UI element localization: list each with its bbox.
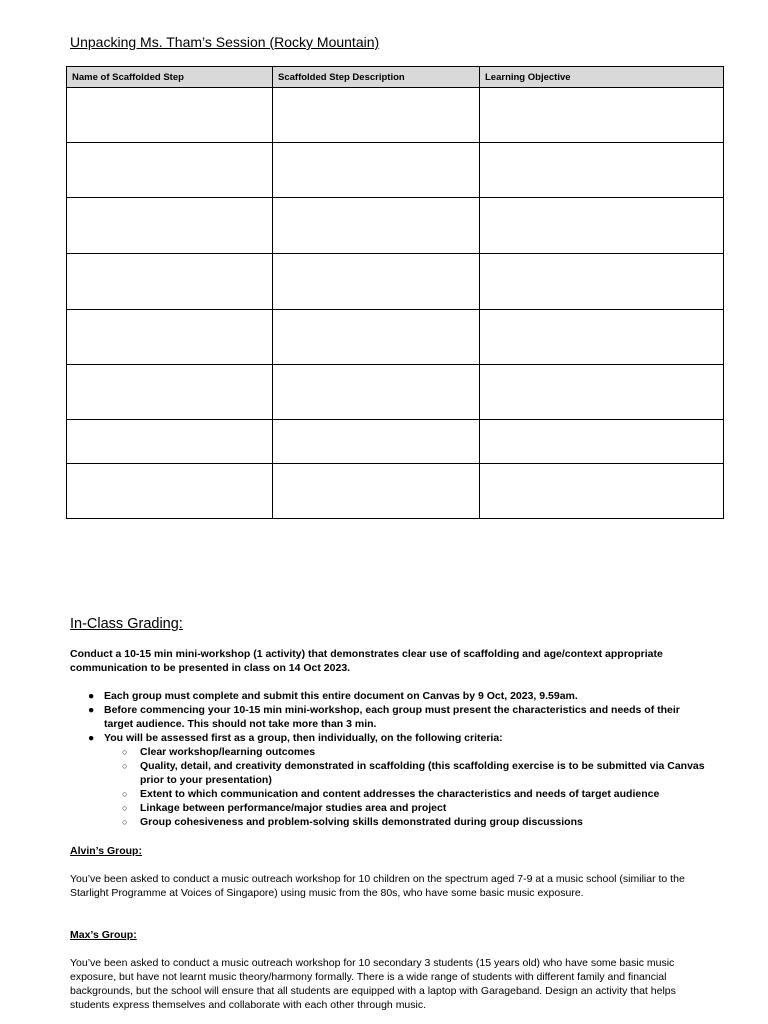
- learning-objective-cell[interactable]: [480, 365, 724, 420]
- step-name-cell[interactable]: [67, 420, 273, 464]
- grading-intro: Conduct a 10-15 min mini-workshop (1 activity) that demonstrates clear use of scaffolding and age/context appropriate communication to be presented in class on 14 Oct 2023.: [70, 648, 663, 674]
- sub-bullet-icon: ○: [122, 761, 128, 771]
- step-description-cell[interactable]: [273, 254, 480, 310]
- list-item: [70, 731, 710, 829]
- table-row: [67, 198, 724, 254]
- learning-objective-cell[interactable]: [480, 464, 724, 519]
- learning-objective-cell[interactable]: [480, 88, 724, 143]
- header-step-description: Scaffolded Step Description: [273, 67, 480, 88]
- step-description-cell[interactable]: [273, 198, 480, 254]
- bullet-text: Each group must complete and submit this entire document on Canvas by 9 Oct, 2023, 9.59am.: [104, 690, 578, 702]
- list-item: [104, 815, 710, 829]
- learning-objective-cell[interactable]: [480, 420, 724, 464]
- list-item: [70, 689, 710, 703]
- step-name-cell[interactable]: [67, 198, 273, 254]
- criteria-text: Group cohesiveness and problem-solving skills demonstrated during group discussions: [140, 816, 583, 828]
- step-description-cell[interactable]: [273, 464, 480, 519]
- sub-bullet-icon: ○: [122, 789, 128, 799]
- sub-bullet-icon: ○: [122, 817, 128, 827]
- bullet-text: Before commencing your 10-15 min mini-workshop, each group must present the characteristics and needs of their target audience. This should not take more than 3 min.: [104, 704, 680, 730]
- step-name-cell[interactable]: [67, 365, 273, 420]
- grading-heading: In-Class Grading:: [70, 616, 183, 632]
- criteria-text: Extent to which communication and content addresses the characteristics and needs of target audience: [140, 788, 660, 800]
- criteria-list: [104, 745, 710, 829]
- learning-objective-cell[interactable]: [480, 143, 724, 198]
- bullet-icon: ●: [88, 732, 95, 744]
- table-row: [67, 310, 724, 365]
- learning-objective-cell[interactable]: [480, 310, 724, 365]
- step-description-cell[interactable]: [273, 420, 480, 464]
- table-header-row: [67, 67, 724, 88]
- step-name-cell[interactable]: [67, 254, 273, 310]
- step-name-cell[interactable]: [67, 464, 273, 519]
- header-learning-objective: Learning Objective: [480, 67, 724, 88]
- bullet-icon: ●: [88, 690, 95, 702]
- table-row: [67, 88, 724, 143]
- scaffold-table: [66, 66, 724, 519]
- header-step-name: Name of Scaffolded Step: [67, 67, 273, 88]
- bullet-text: You will be assessed first as a group, then individually, on the following criteria:: [104, 732, 503, 744]
- list-item: [104, 801, 710, 815]
- criteria-text: Clear workshop/learning outcomes: [140, 746, 316, 758]
- sub-bullet-icon: ○: [122, 747, 128, 757]
- list-item: [104, 745, 710, 759]
- table-body: [67, 88, 724, 519]
- table-row: [67, 365, 724, 420]
- table-row: [67, 143, 724, 198]
- list-item: [104, 787, 710, 801]
- step-name-cell[interactable]: [67, 310, 273, 365]
- step-name-cell[interactable]: [67, 143, 273, 198]
- table-row: [67, 464, 724, 519]
- criteria-text: Quality, detail, and creativity demonstrated in scaffolding (this scaffolding exercise is to be submitted via Canvas prior to your presentation): [140, 760, 705, 786]
- requirements-list: [70, 689, 710, 829]
- list-item: [70, 703, 710, 731]
- step-description-cell[interactable]: [273, 143, 480, 198]
- step-description-cell[interactable]: [273, 310, 480, 365]
- alvin-group-text: You’ve been asked to conduct a music outreach workshop for 10 children on the spectrum aged 7-9 at a music school (similiar to the Starlight Programme at Voices of Singapore) using music from the 80s, who have some basic music exposure.: [70, 873, 685, 899]
- table-row: [67, 420, 724, 464]
- list-item: [104, 759, 710, 787]
- max-group-heading: Max’s Group:: [70, 929, 137, 941]
- learning-objective-cell[interactable]: [480, 254, 724, 310]
- learning-objective-cell[interactable]: [480, 198, 724, 254]
- document-title: Unpacking Ms. Tham’s Session (Rocky Mountain): [70, 34, 380, 50]
- max-group-text: You’ve been asked to conduct a music outreach workshop for 10 secondary 3 students (15 years old) who have some basic music exposure, but have not learnt music theory/harmony formally. There is a wide range of students with different family and financial backgrounds, but the school will ensure that all students are equipped with a laptop with Garageband. Design an activity that helps students express themselves and collaborate with each other through music.: [70, 957, 676, 1011]
- alvin-group-heading: Alvin’s Group:: [70, 845, 142, 857]
- step-description-cell[interactable]: [273, 365, 480, 420]
- step-name-cell[interactable]: [67, 88, 273, 143]
- sub-bullet-icon: ○: [122, 803, 128, 813]
- table-row: [67, 254, 724, 310]
- step-description-cell[interactable]: [273, 88, 480, 143]
- criteria-text: Linkage between performance/major studies area and project: [140, 802, 447, 814]
- bullet-icon: ●: [88, 704, 95, 716]
